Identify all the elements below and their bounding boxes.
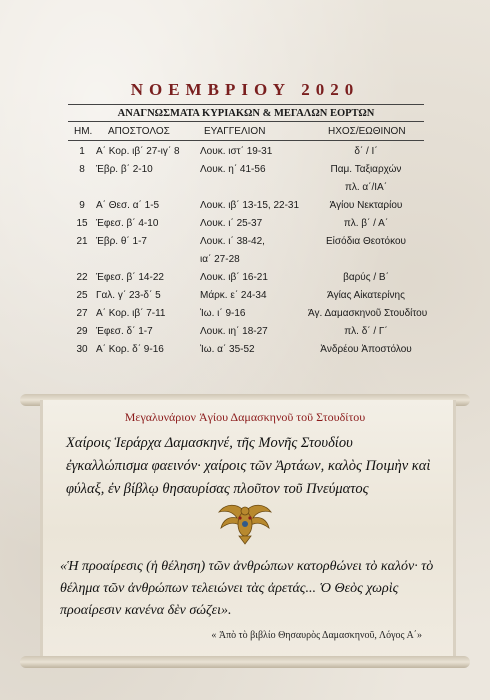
table-row xyxy=(68,270,424,288)
scroll-bottom-roll xyxy=(20,656,470,668)
cell-echos: Άγίας Αἰκατερίνης xyxy=(327,290,405,301)
cell-gospel: Μάρκ. ε΄ 24-34 xyxy=(200,290,267,301)
table-subtitle: ΑΝΑΓΝΩΣΜΑΤΑ ΚΥΡΙΑΚΩΝ & ΜΕΓΑΛΩΝ ΕΟΡΤΩΝ xyxy=(68,104,424,122)
header-apostle: ΑΠΟΣΤΟΛΟΣ xyxy=(108,126,170,137)
cell-gospel: Λουκ. ι΄ 25-37 xyxy=(200,218,263,229)
table-row xyxy=(68,162,424,198)
megalynarion-title: Μεγαλυνάριον Ἁγίου Δαμασκηνοῦ τοῦ Στουδίτου xyxy=(124,410,366,424)
cell-gospel: Ἰω. ι΄ 9-16 xyxy=(200,308,246,319)
cell-echos: βαρύς / Β΄ xyxy=(343,272,389,283)
cell-day: 30 xyxy=(76,344,88,355)
header-gospel: ΕΥΑΓΓΕΛΙΟΝ xyxy=(204,126,266,137)
cell-day: 21 xyxy=(76,236,88,247)
readings-table xyxy=(68,144,428,360)
cell-apostle: Έφεσ. β΄ 4-10 xyxy=(96,218,159,229)
cell-echos: Παμ. Ταξιαρχών xyxy=(330,164,402,175)
cell-apostle: Α΄ Κορ. δ΄ 9-16 xyxy=(96,344,164,355)
cell-gospel: Λουκ. ιβ΄ 16-21 xyxy=(200,272,268,283)
cell-apostle: Έφεσ. β΄ 14-22 xyxy=(96,272,164,283)
cell-gospel: Λουκ. η΄ 41-56 xyxy=(200,164,266,175)
cell-echos: πλ. β΄ / Α΄ xyxy=(343,218,389,229)
table-row xyxy=(68,144,424,162)
cell-apostle: Έβρ. β΄ 2-10 xyxy=(96,164,153,175)
page-title: ΝΟΕΜΒΡΙΟΥ 2020 xyxy=(130,80,360,99)
cell-echos: Ἀνδρέου Ἀποστόλου xyxy=(320,344,412,355)
cell-echos: Άγ. Δαμασκηνοῦ Στουδίτου xyxy=(308,308,428,319)
cell-day: 15 xyxy=(76,218,88,229)
cell-day: 27 xyxy=(76,308,88,319)
cell-gospel: Λουκ. ιβ΄ 13-15, 22-31 xyxy=(200,200,300,211)
cell-gospel: Ἰω. α΄ 35-52 xyxy=(200,344,255,355)
table-row xyxy=(68,324,424,342)
cell-apostle: Α΄ Κορ. ιβ΄ 27-ιγ΄ 8 xyxy=(96,146,180,157)
cell-day: 1 xyxy=(79,146,85,157)
cell-apostle: Έφεσ. δ΄ 1-7 xyxy=(96,326,153,337)
quote-text: «Ἡ προαίρεσις (ἡ θέληση) τῶν ἀνθρώπων κατορθώνει τὸ καλόν· τὸ θέλημα τῶν ἀνθρώπων τελειώνει τὰς ἀρετάς... Ὁ Θεὸς χωρὶς προαίρεσιν κανένα δὲν σώζει». xyxy=(60,559,434,618)
cell-gospel: Λουκ. ιστ΄ 19-31 xyxy=(200,146,273,157)
table-row xyxy=(68,198,424,216)
table-row xyxy=(68,216,424,234)
table-row xyxy=(68,342,424,360)
quote-source: « Ἀπὸ τὸ βιβλίο Θησαυρὸς Δαμασκηνοῦ, Λόγος Α΄» xyxy=(211,630,422,641)
table-header xyxy=(68,125,424,141)
cell-day: 25 xyxy=(76,290,88,301)
cell-echos: Εἰσόδια Θεοτόκου xyxy=(325,236,407,247)
table-row xyxy=(68,234,424,270)
cell-echos: Άγίου Νεκταρίου xyxy=(329,200,403,211)
cell-echos: πλ. δ΄ / Γ΄ xyxy=(344,326,388,337)
cell-day: 9 xyxy=(79,200,85,211)
cell-apostle: Α΄ Κορ. ιβ΄ 7-11 xyxy=(96,308,166,319)
cell-gospel-line2: ια΄ 27-28 xyxy=(200,254,240,265)
table-row xyxy=(68,288,424,306)
cell-day: 29 xyxy=(76,326,88,337)
table-row xyxy=(68,306,428,324)
header-day: ΗΜ. xyxy=(74,126,93,137)
header-echos: ΗΧΟΣ/ΕΩΘΙΝΟΝ xyxy=(328,126,406,137)
eagle-emblem-icon xyxy=(215,498,275,546)
hymn-text: Χαίροις Ἱεράρχα Δαμασκηνέ, τῆς Μονῆς Στουδίου ἐγκαλλώπισμα φαεινόν· χαίροις τῶν Ἀρτάων, καλὸς Ποιμὴν καὶ φύλαξ, ἐν βίβλῳ θησαυρίσας πλοῦτον τοῦ Πνεύματος xyxy=(66,435,431,497)
cell-gospel: Λουκ. ιη΄ 18-27 xyxy=(200,326,268,337)
cell-day: 8 xyxy=(79,164,85,175)
cell-echos-line2: πλ. α΄/ΙΑ΄ xyxy=(344,182,388,193)
cell-echos: δ΄ / Ι΄ xyxy=(354,146,378,157)
cell-day: 22 xyxy=(76,272,88,283)
cell-apostle: Γαλ. γ΄ 23-δ΄ 5 xyxy=(96,290,161,301)
cell-apostle: Α΄ Θεσ. α΄ 1-5 xyxy=(96,200,160,211)
cell-apostle: Έβρ. θ΄ 1-7 xyxy=(96,236,147,247)
cell-gospel: Λουκ. ι΄ 38-42, xyxy=(200,236,265,247)
